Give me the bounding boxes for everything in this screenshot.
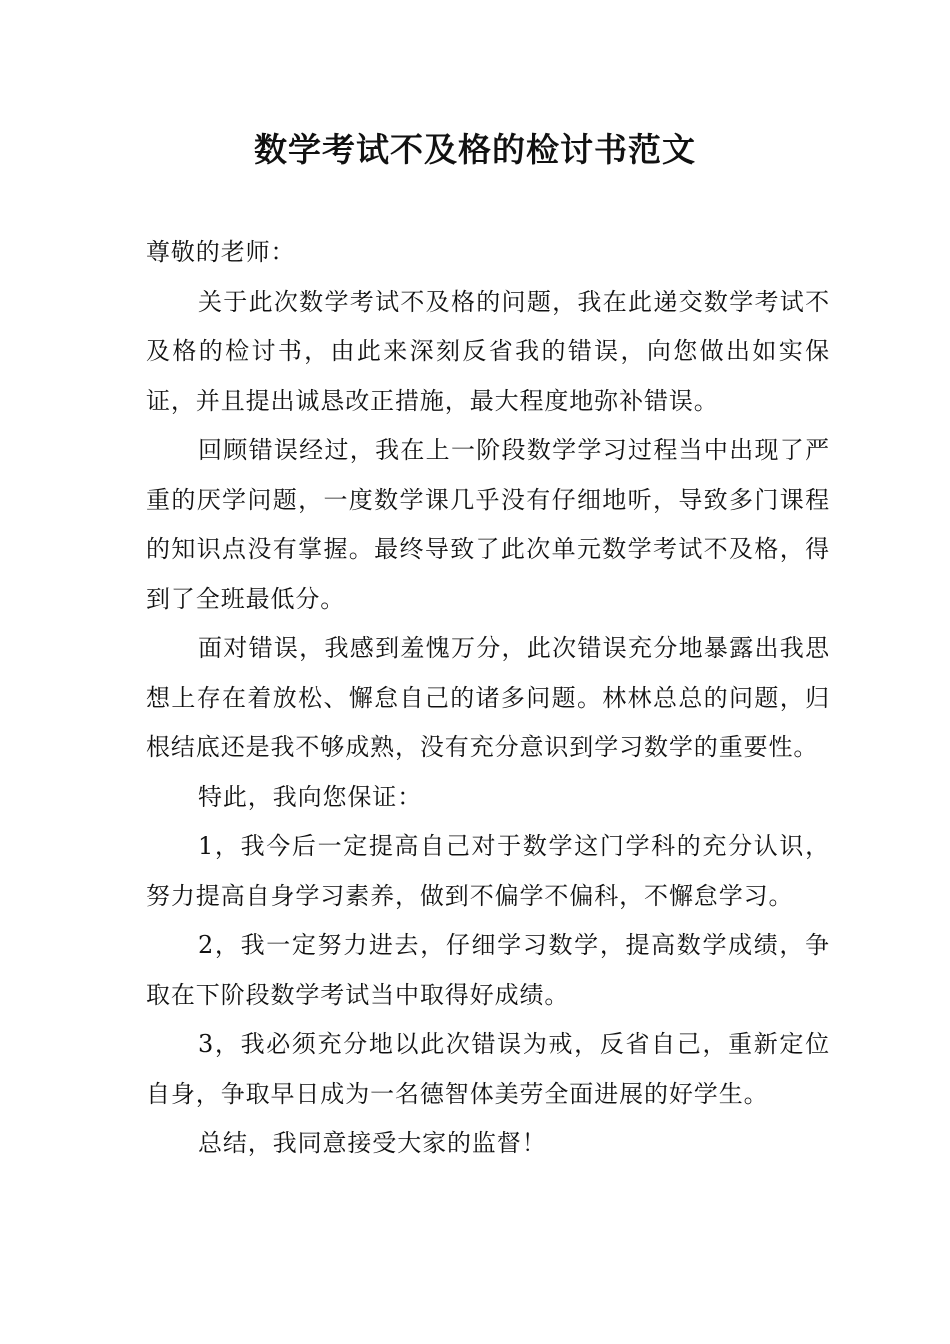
document-body	[146, 228, 830, 1169]
paragraph-pledge-intro: 特此，我向您保证：	[198, 782, 423, 811]
paragraph-reflection: 面对错误，我感到羞愧万分，此次错误充分地暴露出我思想上存在着放松、懈怠自己的诸多问题。林林总总的问题，归根结底还是我不够成熟，没有充分意识到学习数学的重要性。	[146, 634, 830, 761]
paragraph-pledge-1: 1，我今后一定提高自己对于数学这门学科的充分认识，努力提高自身学习素养，做到不偏学不偏科，不懈怠学习。	[146, 832, 830, 910]
document-title: 数学考试不及格的检讨书范文	[254, 130, 696, 169]
paragraph-conclusion: 总结，我同意接受大家的监督！	[198, 1129, 547, 1157]
paragraph-pledge-2: 2，我一定努力进去，仔细学习数学，提高数学成绩，争取在下阶段数学考试当中取得好成绩。	[146, 931, 830, 1009]
paragraph-intro: 关于此次数学考试不及格的问题，我在此递交数学考试不及格的检讨书，由此来深刻反省我的错误，向您做出如实保证，并且提出诚恳改正措施，最大程度地弥补错误。	[146, 287, 830, 415]
paragraph-pledge-3: 3，我必须充分地以此次错误为戒，反省自己，重新定位自身，争取早日成为一名德智体美劳全面进展的好学生。	[146, 1030, 830, 1108]
salutation: 尊敬的老师：	[146, 238, 296, 266]
paragraph-review: 回顾错误经过，我在上一阶段数学学习过程当中出现了严重的厌学问题，一度数学课几乎没有仔细地听，导致多门课程的知识点没有掌握。最终导致了此次单元数学考试不及格，得到了全班最低分。	[146, 436, 830, 613]
